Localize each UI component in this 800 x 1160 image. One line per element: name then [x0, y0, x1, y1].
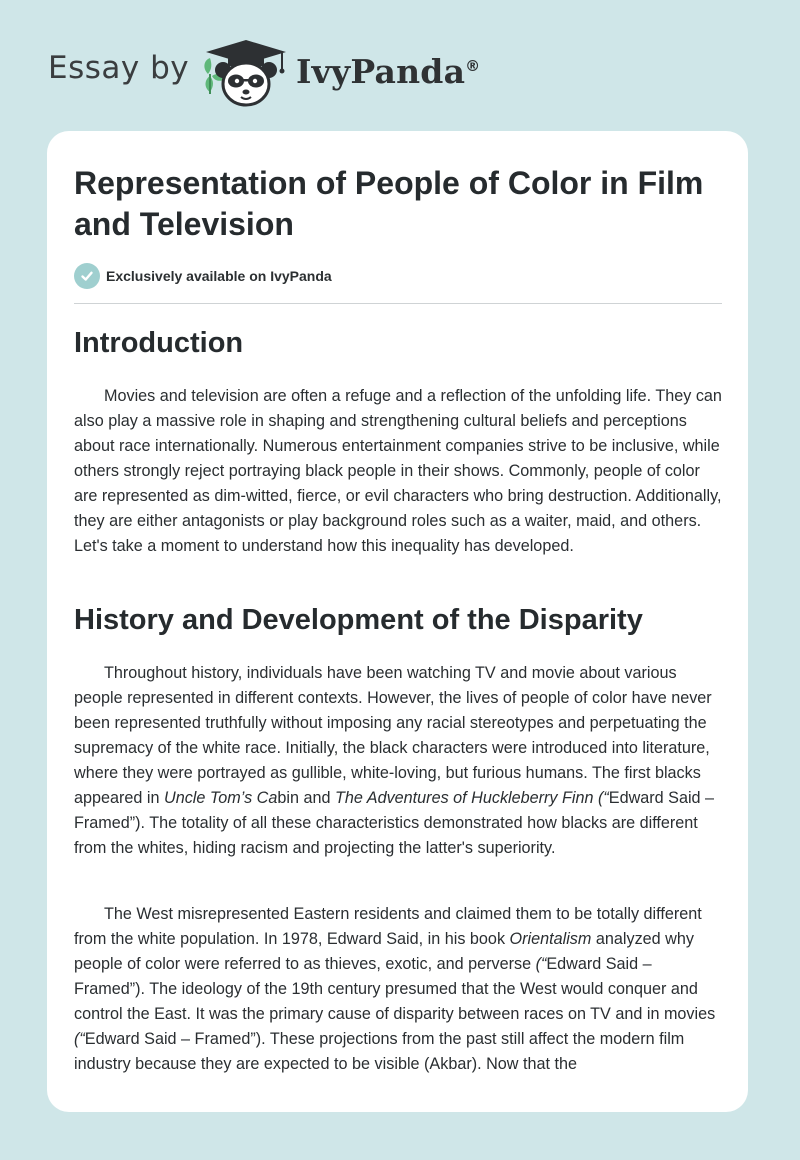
paragraph-introduction — [74, 384, 722, 559]
registered-mark: ® — [465, 57, 481, 75]
text-run: Edward Said – Framed”). These projections from the past still affect the modern film industry because they are expected to be visible (Akbar). Now that the — [74, 1030, 685, 1073]
text-run: The West misrepresented Eastern residents and claimed them to be totally different from the white population. In 1978, Edward Said, in his book — [74, 905, 702, 948]
essay-by-label: Essay by — [48, 50, 190, 86]
text-run: Throughout history, individuals have been watching TV and movie about various people represented in different contexts. However, the lives of people of color have never been represented truthfully without imposing any racial stereotypes and perpetuating the supremacy of the white race. Initially, the black characters were introduced into literature, where they were portrayed as gullible, white-loving, but furious humans. The first blacks appeared in — [74, 664, 712, 807]
text-run: bin and — [277, 789, 335, 807]
text-run: Edward Said – Framed”). The totality of all these characteristics demonstrated how blacks are different from the whites, hiding racism and projecting the latter's superiority. — [74, 789, 715, 857]
italic-text-run: (“ — [535, 955, 547, 973]
brand-logo-text[interactable] — [296, 52, 480, 91]
paragraph-history-1 — [74, 661, 722, 861]
essay-card — [47, 131, 748, 1112]
title-divider — [74, 303, 722, 304]
italic-text-run: (“ — [74, 1030, 85, 1048]
italic-text-run: The Adventures of Huckleberry Finn (“ — [334, 789, 609, 807]
brand-name: IvyPanda — [296, 52, 466, 91]
italic-text-run: Uncle Tom’s Ca — [164, 789, 278, 807]
essay-title: Representation of People of Color in Film and Television — [74, 165, 704, 242]
paragraph-history-2 — [74, 902, 722, 1077]
site-header — [0, 0, 800, 130]
exclusive-badge — [74, 263, 332, 289]
italic-text-run: Orientalism — [509, 930, 592, 948]
panda-graduate-icon[interactable] — [198, 36, 294, 110]
text-run: Movies and television are often a refuge and a reflection of the unfolding life. They can also play a massive role in shaping and strengthening cultural beliefs and perceptions about race internationally. Numerous entertainment companies strive to be inclusive, while others strongly reject portraying black people in their shows. Commonly, people of color are represented as dim-witted, fierce, or evil characters who bring destruction. Additionally, they are either antagonists or play background roles such as a waiter, maid, and others. Let's take a moment to understand how this inequality has developed. — [74, 387, 722, 555]
check-icon — [74, 263, 100, 289]
section-heading-introduction: Introduction — [74, 327, 244, 359]
text-run: analyzed why people of color were referred to as thieves, exotic, and perverse — [74, 930, 694, 973]
exclusive-badge-label: Exclusively available on IvyPanda — [106, 268, 332, 284]
section-heading-history: History and Development of the Disparity — [74, 604, 643, 636]
text-run: Edward Said – Framed”). The ideology of the 19th century presumed that the West would conquer and control the East. It was the primary cause of disparity between races on TV and in movies — [74, 955, 716, 1023]
